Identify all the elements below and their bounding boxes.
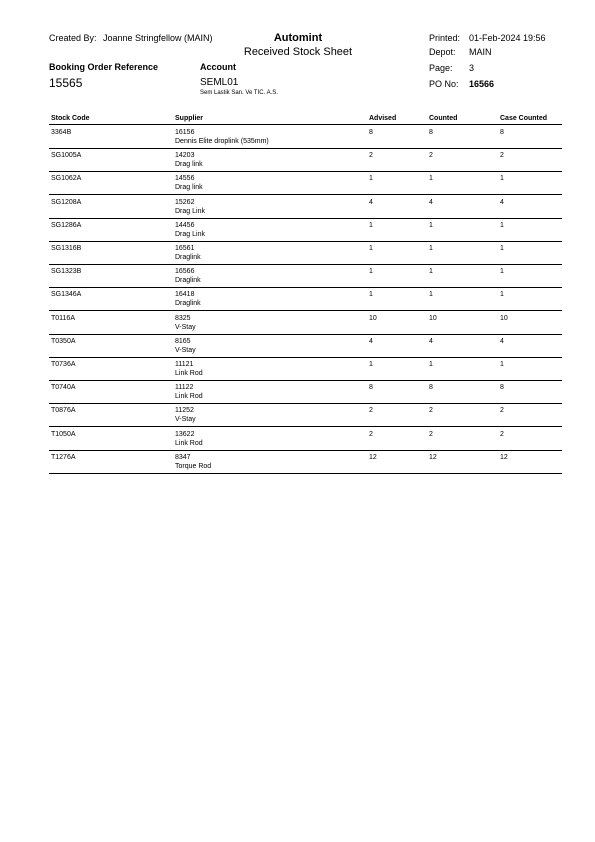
table-row [49,311,562,335]
supplier-code: 16561 [175,245,195,252]
item-description: Drag link [175,161,203,169]
advised-qty: 4 [369,198,373,206]
item-description: V-Stay [175,416,196,424]
advised-qty: 1 [369,268,373,276]
table-row [49,264,562,288]
page-number: 3 [469,63,475,73]
stock-code: T0736A [51,361,76,368]
stock-code: SG1346A [51,291,82,299]
stock-code: SG1062A [51,175,82,183]
supplier-cell [175,198,205,216]
supplier-cell [175,174,203,192]
supplier-code: 15262 [175,198,195,206]
advised-qty: 2 [369,152,373,160]
advised-qty: 8 [369,384,373,392]
page-label: Page: [429,63,453,73]
item-description: Link Rod [175,393,203,401]
case-counted-qty: 10 [500,314,508,322]
stock-code: T0350A [51,337,76,345]
stock-code: SG1323B [51,268,82,276]
stock-code: SG1316B [51,245,82,252]
booking-order-value: 15565 [49,76,83,90]
counted-qty: 2 [429,152,433,160]
case-counted-qty: 2 [500,407,504,415]
supplier-cell [175,244,201,262]
counted-qty: 2 [429,430,433,438]
supplier-cell [175,314,196,332]
case-counted-qty: 1 [500,245,504,252]
created-by-label: Created By: [49,33,97,43]
counted-qty: 1 [429,268,433,276]
item-description: Draglink [175,277,201,285]
table-row [49,450,562,474]
supplier-code: 16156 [175,129,195,136]
supplier-code: 11121 [175,361,194,368]
item-description: Link Rod [175,439,203,447]
advised-qty: 4 [369,337,373,345]
supplier-code: 16566 [175,268,195,276]
item-description: Dennis Elite droplink (535mm) [175,138,269,145]
col-counted: Counted [429,115,458,122]
counted-qty: 1 [429,175,433,183]
counted-qty: 1 [429,221,433,229]
item-description: Drag link [175,184,203,192]
item-description: Drag Link [175,230,205,238]
counted-qty: 4 [429,337,433,345]
stock-code: 3364B [51,129,72,136]
supplier-code: 14456 [175,221,195,229]
printed-value: 01-Feb-2024 19:56 [469,33,546,43]
stock-code: T0116A [51,314,75,322]
supplier-cell [175,383,203,401]
col-supplier: Supplier [175,115,204,122]
supplier-cell [175,406,196,424]
case-counted-qty: 1 [500,221,504,229]
supplier-cell [175,221,205,239]
supplier-code: 8325 [175,314,191,322]
counted-qty: 12 [429,453,437,461]
item-description: Drag Link [175,207,205,215]
case-counted-qty: 1 [500,291,504,299]
table-row [49,380,562,404]
account-code: SEML01 [200,77,239,88]
depot-label: Depot: [429,47,456,57]
table-row [49,241,562,265]
table-row [49,171,562,195]
po-label: PO No: [429,79,459,89]
case-counted-qty: 1 [500,175,504,183]
supplier-code: 8165 [175,337,191,345]
item-description: Link Rod [175,370,203,377]
supplier-code: 13622 [175,430,195,438]
stock-code: SG1208A [51,198,82,206]
table-row [49,125,562,149]
supplier-code: 14203 [175,152,195,160]
table-row [49,195,562,219]
counted-qty: 10 [429,314,437,322]
supplier-cell [175,430,203,448]
counted-qty: 8 [429,384,433,392]
created-by-value: Joanne Stringfellow (MAIN) [103,33,213,43]
supplier-cell [175,360,203,378]
item-description: Draglink [175,254,201,261]
item-description: Torque Rod [175,462,212,470]
table-row [49,148,562,172]
item-description: V-Stay [175,346,196,354]
item-description: V-Stay [175,323,196,331]
table-row [49,287,562,311]
table-row [49,427,562,451]
table-row [49,403,562,427]
advised-qty: 1 [369,221,373,229]
po-number: 16566 [469,79,495,89]
stock-code: T0740A [51,384,76,392]
counted-qty: 8 [429,129,433,136]
printed-label: Printed: [429,33,461,43]
case-counted-qty: 2 [500,152,504,160]
supplier-cell [175,337,196,355]
company-name: Automint [273,32,323,44]
supplier-code: 14556 [175,175,195,183]
table-row [49,218,562,242]
stock-code: T1050A [51,430,76,438]
advised-qty: 1 [369,175,373,183]
depot-value: MAIN [469,47,492,57]
col-advised: Advised [369,115,397,122]
case-counted-qty: 4 [500,198,504,206]
supplier-code: 11252 [175,407,194,415]
advised-qty: 1 [369,361,373,368]
supplier-cell [175,267,201,285]
advised-qty: 2 [369,407,373,415]
advised-qty: 1 [369,291,373,299]
supplier-code: 11122 [175,384,194,392]
advised-qty: 2 [369,430,373,438]
supplier-cell [175,290,201,308]
supplier-cell [175,128,269,146]
advised-qty: 10 [369,314,377,322]
item-description: Draglink [175,300,201,308]
counted-qty: 1 [429,291,433,299]
table-row [49,334,562,358]
table-row [49,357,562,381]
account-name: Sem Lastik San. Ve TIC. A.S. [200,90,278,96]
supplier-code: 8347 [175,453,191,461]
case-counted-qty: 4 [500,337,504,345]
booking-order-label: Booking Order Reference [49,62,159,72]
counted-qty: 2 [429,407,433,415]
case-counted-qty: 12 [500,453,508,461]
advised-qty: 1 [369,245,373,252]
case-counted-qty: 8 [500,129,504,136]
account-label: Account [200,62,236,72]
case-counted-qty: 1 [500,361,504,368]
stock-code: T0876A [51,407,76,415]
col-case-counted: Case Counted [500,115,548,122]
stock-code: T1276A [51,453,76,461]
case-counted-qty: 1 [500,268,504,276]
case-counted-qty: 2 [500,430,504,438]
supplier-code: 16418 [175,291,195,299]
col-stock-code: Stock Code [51,115,90,122]
advised-qty: 8 [369,129,373,136]
advised-qty: 12 [369,453,377,461]
counted-qty: 1 [429,361,433,368]
supplier-cell [175,151,203,169]
counted-qty: 1 [429,245,433,252]
stock-code: SG1005A [51,152,82,160]
supplier-cell [175,453,211,471]
stock-code: SG1286A [51,221,82,229]
page-title: Received Stock Sheet [243,46,353,58]
counted-qty: 4 [429,198,433,206]
case-counted-qty: 8 [500,384,504,392]
